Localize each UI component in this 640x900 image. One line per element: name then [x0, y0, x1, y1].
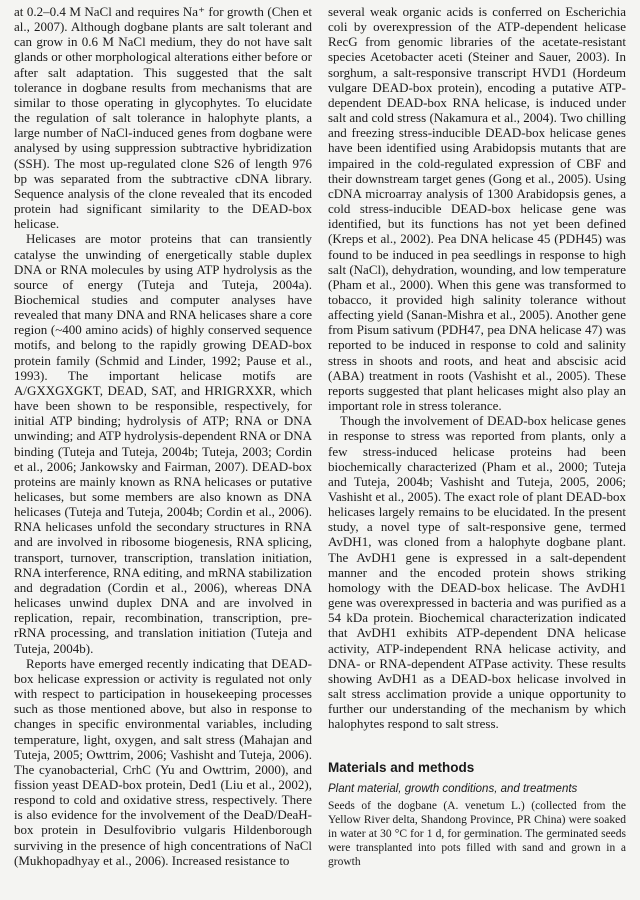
left-column [14, 4, 312, 900]
section-heading: Materials and methods [328, 759, 475, 775]
body-paragraph: Helicases are motor proteins that can transiently catalyse the unwinding of energetically stable duplex DNA or RNA molecules by using ATP hydrolysis as the source of energy (Tuteja and Tuteja, 2004a). Biochemical studies and computer analyses have revealed that many DNA and RNA helicases share a core region (~400 amino acids) of highly conserved sequence motifs, and belong to the rapidly growing DEAD-box protein family (Schmid and Linder, 1992; Pause et al., 1993). The important helicase motifs are A/GXXGXGKT, DEAD, SAT, and HRIGRXXR, which have been shown to be responsible, respectively, for initial ATP binding; hydrolysis of ATP; RNA or DNA unwinding; and ATP hydrolysis-dependent RNA or DNA binding (Tuteja and Tuteja, 2004b; Tuteja, 2003; Cordin et al., 2006; Jankowsky and Fairman, 2007). DEAD-box proteins are mainly known as RNA helicases or putative helicases, but some members are also known as DNA helicases (Tuteja and Tuteja, 2004b; Cordin et al., 2006). RNA helicases unfold the secondary structures in RNA and are involved in ribosome biogenesis, RNA splicing, transport, turnover, transcription, translation initiation, RNA interference, RNA editing, and mRNA stabilization and degradation (Cordin et al., 2006), whereas DNA helicases unwind duplex DNA and are involved in replication, repair, recombination, transcription, pre-rRNA processing, and translation initiation (Tuteja and Tuteja, 2004b). [14, 231, 312, 656]
body-paragraph: Though the involvement of DEAD-box helicase genes in response to stress was reported from plants, only a few stress-induced helicase proteins had been biochemically characterized (Pham et al., 2000; Tuteja and Tuteja, 2004b; Vashisht and Tuteja, 2005, 2006; Vashisht et al., 2005). The exact role of plant DEAD-box helicases largely remains to be elucidated. In the present study, a novel type of salt-responsive gene, termed AvDH1, was cloned from a halophyte dogbane plant. The AvDH1 gene is expressed in a salt-dependent manner and the encoded protein shows striking homology with the DEAD-box helicase. The AvDH1 gene was overexpressed in bacteria and was purified as a 54 kDa protein. Biochemical characterization indicated that AvDH1 exhibits ATP-dependent DNA helicase activity, ATP-independent RNA helicase activity, and DNA- or RNA-dependent ATPase activity. These results showing AvDH1 as a DEAD-box helicase involved in salt stress acclimation provide a unique opportunity to further our understanding of the mechanism by which halophytes respond to salt stress. [328, 413, 626, 732]
subsection-heading: Plant material, growth conditions, and treatments [328, 782, 578, 795]
body-paragraph: several weak organic acids is conferred on Escherichia coli by overexpression of the ATP-dependent helicase RecG from genomic libraries of the acetate-resistant species Acetobacter aceti (Steiner and Sauer, 2003). In sorghum, a salt-responsive transcript HVD1 (Hordeum vulgare DEAD-box protein), encoding a putative ATP-dependent DEAD-box RNA helicase, is induced under salt and cold stress (Nakamura et al., 2004). Two chilling and freezing stress-inducible DEAD-box helicase genes have been identified using Arabidopsis mutants that are impaired in the cold-regulated expression of CBF and their downstream target genes (Gong et al., 2005). Using cDNA microarray analysis of 1300 Arabidopsis genes, a cold stress-inducible DEAD-box helicase gene was identified, but its functions has not yet been defined (Kreps et al., 2002). Pea DNA helicase 45 (PDH45) was found to be induced in pea seedlings in response to high salt (NaCl), dehydration, wounding, and low temperature (Pham et al., 2000). When this gene was transformed to tobacco, it provided high salinity tolerance without affecting yield (Sanan-Mishra et al., 2005). Another gene from Pisum sativum (PDH47, pea DNA helicase 47) was reported to be induced in response to cold and salinity stress in shoots and roots, and heat and abscisic acid (ABA) treatment in roots (Vashisht et al., 2005). These reports suggested that plant helicases might also play an important role in stress tolerance. [328, 4, 626, 414]
body-paragraph: Seeds of the dogbane (A. venetum L.) (collected from the Yellow River delta, Shandong Province, PR China) were soaked in water at 30 °C for 1 d, for germination. The germinated seeds were transplanted into pots filled with sand and grown in a growth [328, 799, 626, 868]
body-paragraph: at 0.2–0.4 M NaCl and requires Na⁺ for growth (Chen et al., 2007). Although dogbane plants are salt tolerant and can grow in 0.6 M NaCl medium, they do not have salt glands or other morphological alterations either before or after salt adaptation. This suggested that the salt tolerance in dogbane results from mechanisms that are similar to those operating in glycophytes. To elucidate the regulation of salt tolerance in halophyte plants, a large number of NaCl-induced genes from dogbane were analysed by using suppression subtractive hybridization (SSH). The most up-regulated clone S26 of length 976 bp was separated from the subtractive cDNA library. Sequence analysis of the clone revealed that its encoded protein had significant similarity to the DEAD-box helicase. [14, 4, 312, 232]
right-column [328, 4, 626, 900]
body-paragraph: Reports have emerged recently indicating that DEAD-box helicase expression or activity is regulated not only with respect to participation in housekeeping processes such as those mentioned above, but also in response to changes in specific environmental variables, including temperature, light, oxygen, and salt stress (Mahajan and Tuteja, 2005; Owttrim, 2006; Vashisht and Tuteja, 2006). The cyanobacterial, CrhC (Yu and Owttrim, 2000), and fission yeast DEAD-box protein, Ded1 (Liu et al., 2002), respond to cold and oxidative stress, respectively. There is also evidence for the involvement of the DeaD/DeaH-box protein in Desulfovibrio vulgaris Hildenborough surviving in the presence of high concentrations of NaCl (Mukhopadhyay et al., 2006). Increased resistance to [14, 655, 312, 868]
